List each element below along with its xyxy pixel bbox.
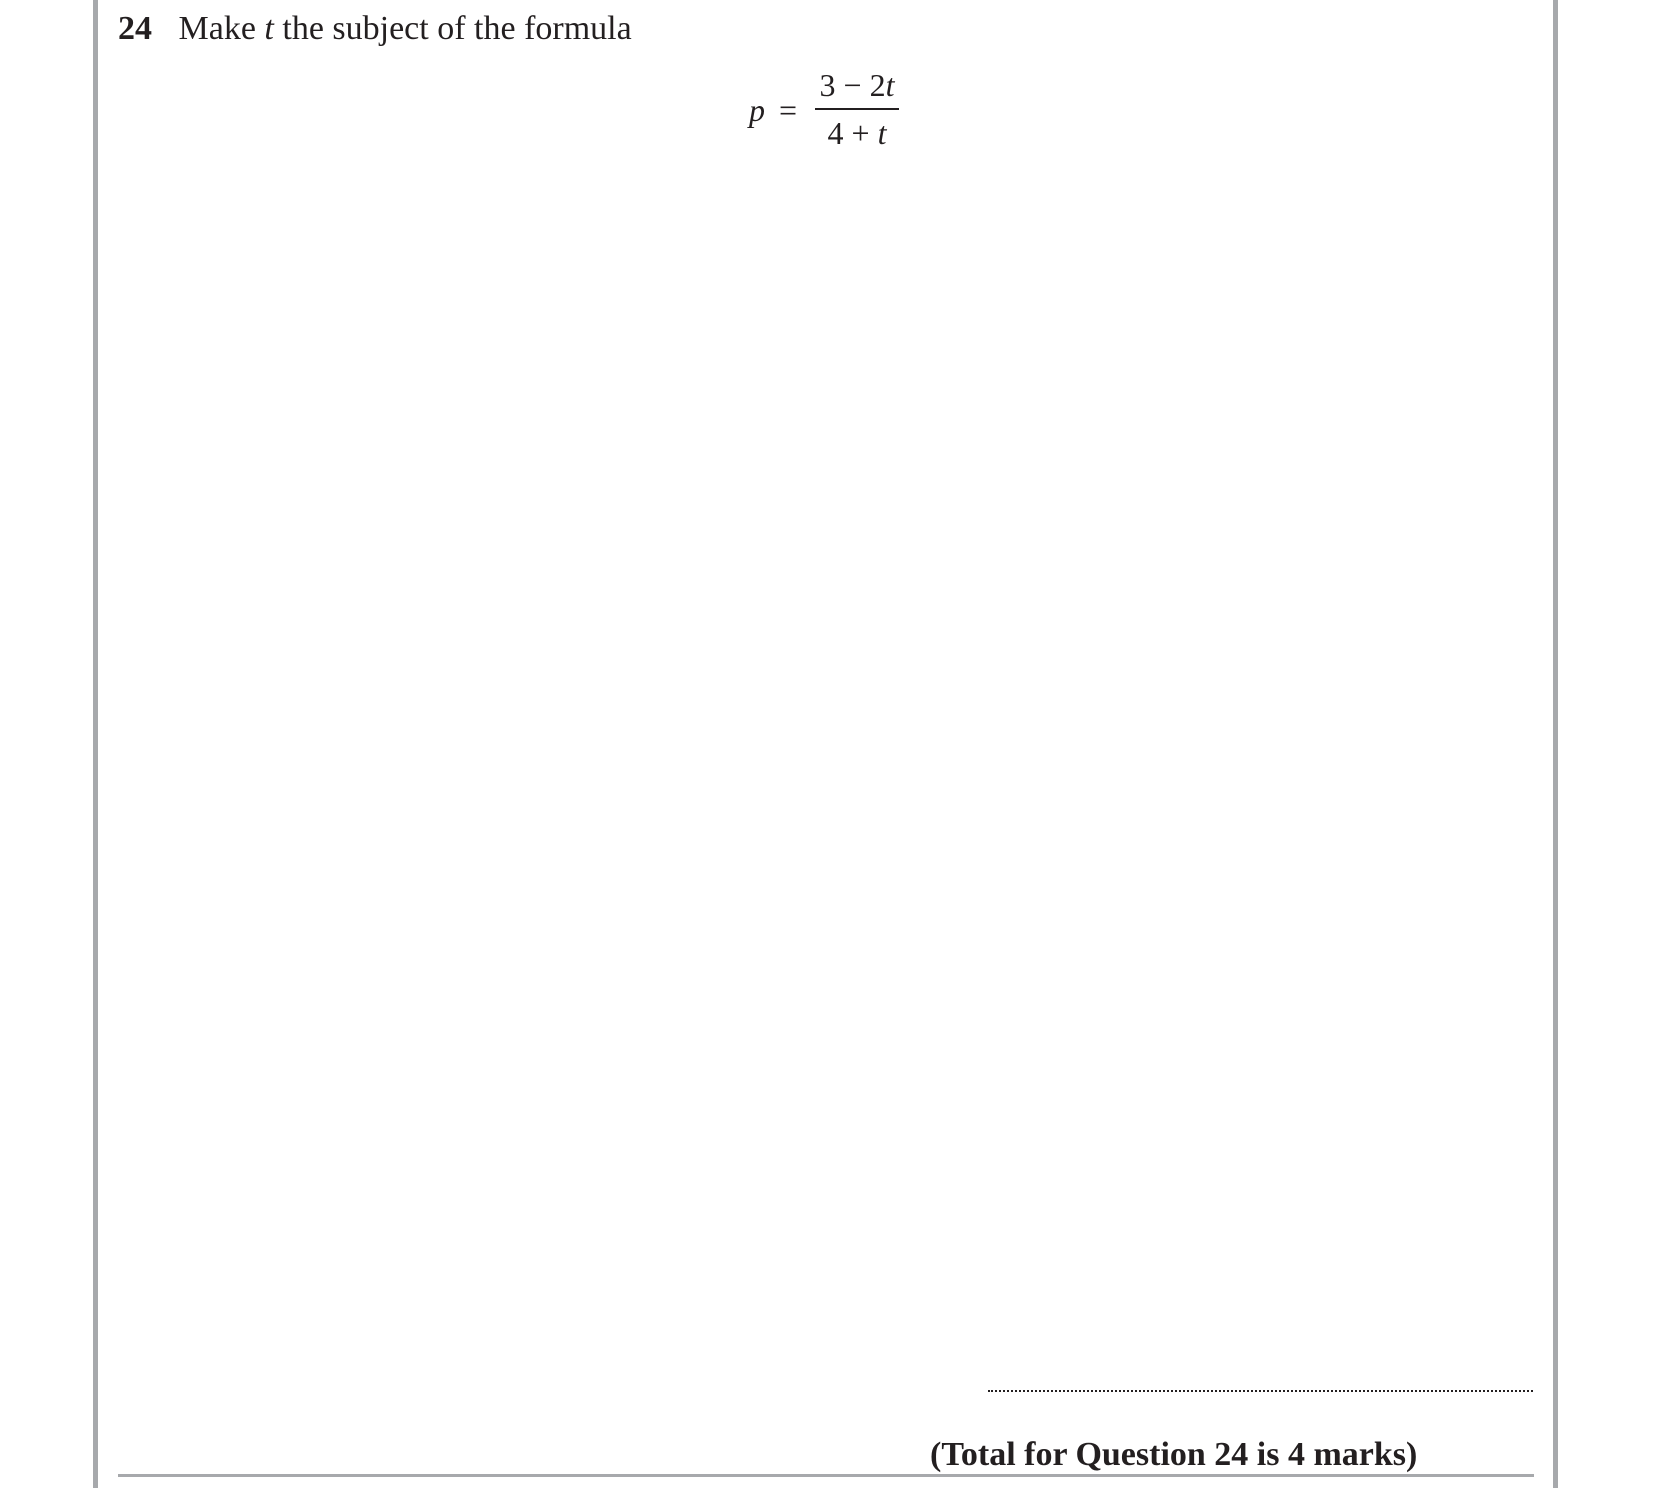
page-border-right: [1553, 0, 1558, 1488]
question-header: [118, 8, 632, 50]
numerator-operator: −: [843, 67, 862, 103]
formula-equals: =: [779, 92, 798, 128]
question-text-end: the subject of the formula: [282, 10, 632, 47]
page-border-left: [93, 0, 98, 1488]
numerator-variable: t: [885, 67, 895, 103]
fraction-bar: [815, 108, 899, 110]
numerator-constant: 3: [819, 67, 836, 103]
formula: [749, 64, 909, 154]
numerator-coefficient: 2: [869, 67, 886, 103]
formula-lhs: [749, 90, 797, 130]
formula-lhs-variable: p: [749, 92, 765, 128]
question-text-start: Make: [178, 10, 256, 47]
question-variable: t: [264, 10, 274, 47]
total-marks: (Total for Question 24 is 4 marks): [930, 1436, 1418, 1473]
formula-numerator: [815, 66, 899, 104]
denominator-constant: 4: [827, 115, 844, 151]
formula-fraction: [815, 64, 899, 154]
bottom-rule: [118, 1474, 1534, 1477]
formula-denominator: [815, 114, 899, 152]
answer-line[interactable]: [988, 1390, 1533, 1392]
denominator-variable: t: [877, 115, 887, 151]
denominator-operator: +: [851, 115, 870, 151]
question-number: 24: [118, 10, 152, 47]
